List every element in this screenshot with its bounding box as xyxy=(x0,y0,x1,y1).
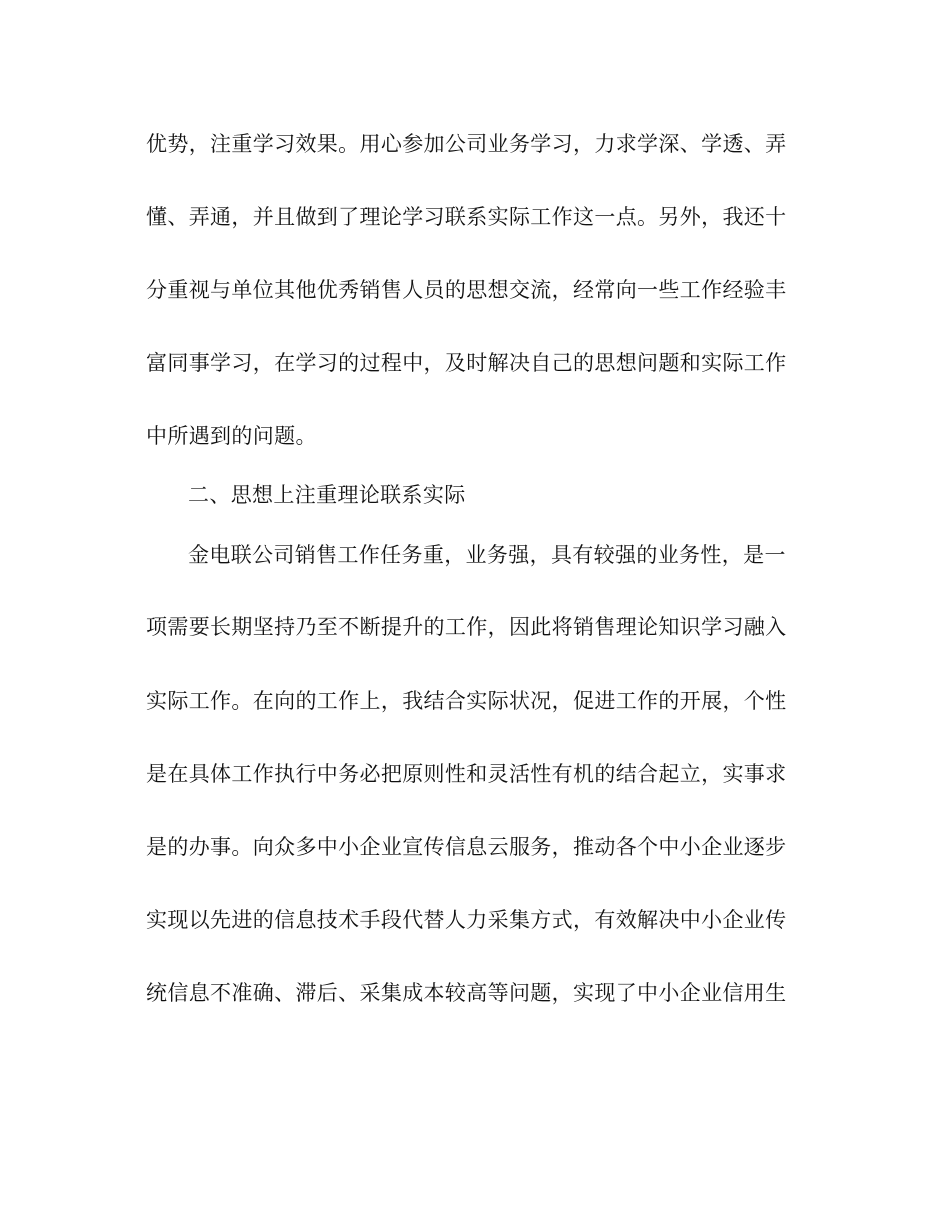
section-heading: 二、思想上注重理论联系实际 xyxy=(188,483,466,507)
paragraph-line: 是的办事。向众多中小企业宣传信息云服务，推动各个中小企业逐步 xyxy=(146,835,787,859)
paragraph-line: 金电联公司销售工作任务重，业务强，具有较强的业务性，是一 xyxy=(188,543,786,567)
paragraph-line: 实现以先进的信息技术手段代替人力采集方式，有效解决中小企业传 xyxy=(146,908,787,932)
paragraph-line: 项需要长期坚持乃至不断提升的工作，因此将销售理论知识学习融入 xyxy=(146,615,787,639)
paragraph-line: 是在具体工作执行中务必把原则性和灵活性有机的结合起立，实事求 xyxy=(146,762,787,786)
paragraph-line: 懂、弄通，并且做到了理论学习联系实际工作这一点。另外，我还十 xyxy=(146,205,787,229)
paragraph-line: 实际工作。在向的工作上，我结合实际状况，促进工作的开展，个性 xyxy=(146,689,787,713)
paragraph-line: 分重视与单位其他优秀销售人员的思想交流，经常向一些工作经验丰 xyxy=(146,278,787,302)
paragraph-line: 优势，注重学习效果。用心参加公司业务学习，力求学深、学透、弄 xyxy=(146,132,787,156)
paragraph-line: 统信息不准确、滞后、采集成本较高等问题，实现了中小企业信用生 xyxy=(146,981,787,1005)
paragraph-line: 富同事学习，在学习的过程中，及时解决自己的思想问题和实际工作 xyxy=(146,351,787,375)
paragraph-line: 中所遇到的问题。 xyxy=(146,424,317,448)
